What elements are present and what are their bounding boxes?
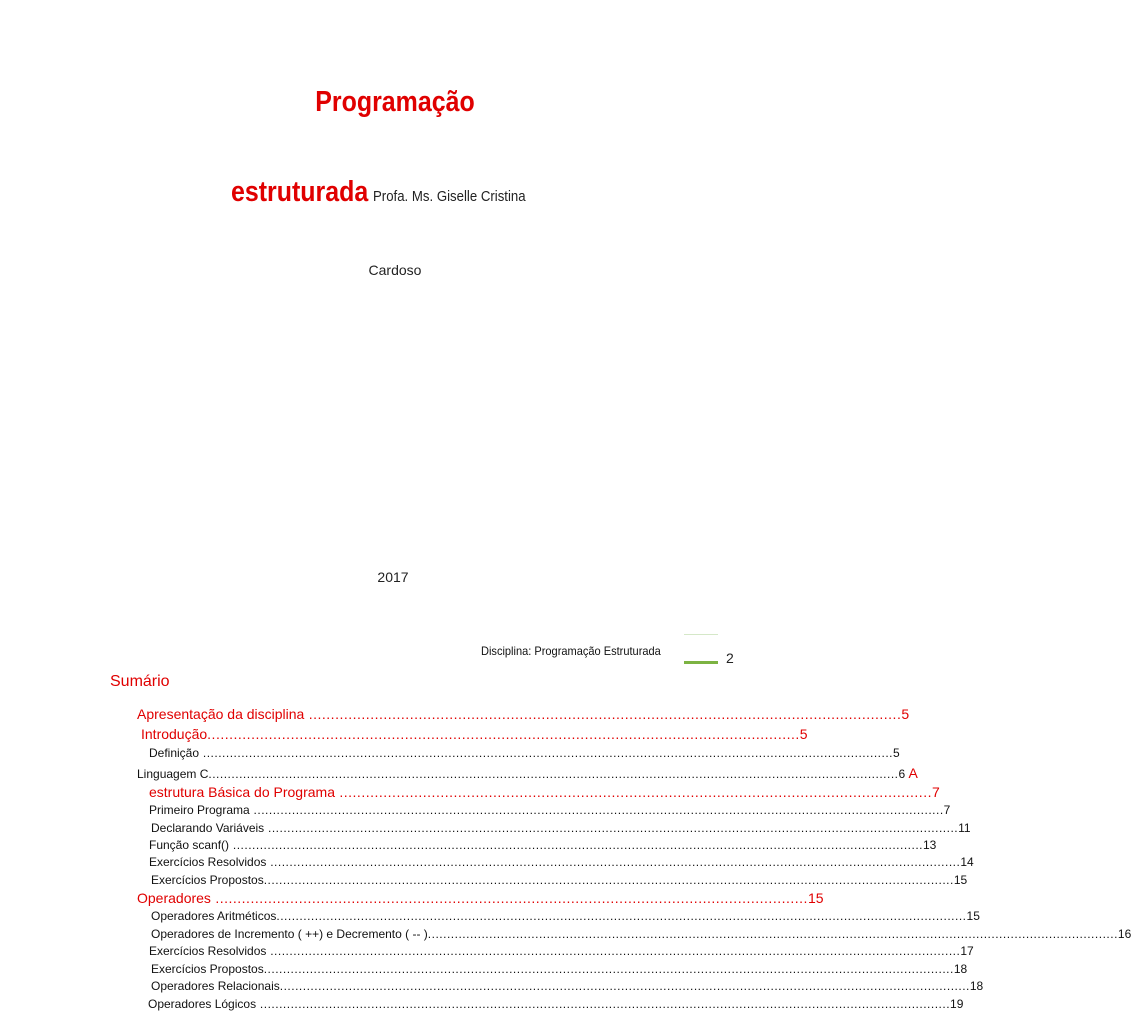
toc-entry-declarando-variaveis[interactable]: Declarando Variáveis .................................................................................................................................................................................... 11 xyxy=(151,821,971,835)
dot-leader: .................................................................................................................................................................................... xyxy=(427,927,1118,941)
dot-leader: .................................................................................................................................................................................... xyxy=(199,746,893,760)
dot-leader: .................................................................................................................................................................................... xyxy=(208,767,899,781)
toc-entry-exercicios-resolvidos-2[interactable]: Exercícios Resolvidos .................................................................................................................................................................................... 17 xyxy=(149,944,974,958)
dot-leader: .................................................................................................................................................................................... xyxy=(276,909,967,923)
toc-entry-operadores[interactable]: Operadores ....................................................................................................................................... 15 xyxy=(137,890,824,906)
running-header: Disciplina: Programação Estruturada xyxy=(481,644,661,658)
toc-entry-definicao[interactable]: Definição .................................................................................................................................................................................... 5 xyxy=(149,746,900,760)
dot-leader: .................................................................................................................................................................................... xyxy=(229,838,923,852)
toc-heading: Sumário xyxy=(110,673,170,690)
dot-leader: .................................................................................................................................................................................... xyxy=(264,821,959,835)
page-number: 2 xyxy=(726,650,734,666)
title-word-estruturada: estruturada xyxy=(231,176,369,208)
toc-entry-exercicios-propostos-2[interactable]: Exercícios Propostos .................................................................................................................................................................................... 18 xyxy=(151,962,968,976)
toc-entry-exercicios-propostos[interactable]: Exercícios Propostos .................................................................................................................................................................................... 15 xyxy=(151,873,968,887)
toc-entry-primeiro-programa[interactable]: Primeiro Programa .................................................................................................................................................................................... 7 xyxy=(149,803,951,817)
toc-entry-operadores-logicos[interactable]: Operadores Lógicos .................................................................................................................................................................................... 19 xyxy=(148,997,964,1011)
dot-leader: ....................................................................................................................................... xyxy=(334,784,932,800)
dot-leader: .................................................................................................................................................................................... xyxy=(266,944,961,958)
toc-entry-apresentacao[interactable]: Apresentação da disciplina ....................................................................................................................................... 5 xyxy=(137,706,910,722)
author-name: Profa. Ms. Giselle Cristina xyxy=(373,188,526,205)
toc-entry-funcao-scanf[interactable]: Função scanf() .................................................................................................................................................................................... 13 xyxy=(149,838,937,852)
title-line-1: Programação xyxy=(315,86,475,118)
dot-leader: .................................................................................................................................................................................... xyxy=(249,803,944,817)
toc-entry-operadores-aritmeticos[interactable]: Operadores Aritméticos .................................................................................................................................................................................... 15 xyxy=(151,909,980,923)
dot-leader: .................................................................................................................................................................................... xyxy=(263,962,954,976)
dot-leader: .................................................................................................................................................................................... xyxy=(279,979,970,993)
dot-leader: ....................................................................................................................................... xyxy=(207,726,800,742)
title-line-2 xyxy=(231,176,546,209)
header-accent-bar xyxy=(684,661,718,664)
dot-leader: ....................................................................................................................................... xyxy=(210,890,808,906)
header-divider-top xyxy=(684,634,718,635)
toc-entry-operadores-relacionais[interactable]: Operadores Relacionais .................................................................................................................................................................................... 18 xyxy=(151,979,984,993)
author-surname: Cardoso xyxy=(368,262,422,278)
toc-entry-incremento-decremento[interactable]: Operadores de Incremento ( ++) e Decremento ( -- ) .................................................................................................................................................................................... 16 xyxy=(151,927,1131,941)
dot-leader: ....................................................................................................................................... xyxy=(304,706,902,722)
toc-entry-introducao[interactable]: Introdução ....................................................................................................................................... 5 xyxy=(141,726,808,742)
dot-leader: .................................................................................................................................................................................... xyxy=(266,855,961,869)
cover-year: 2017 xyxy=(377,569,409,585)
toc-entry-estrutura-basica[interactable]: estrutura Básica do Programa ....................................................................................................................................... 7 xyxy=(149,784,940,800)
dot-leader: .................................................................................................................................................................................... xyxy=(256,997,951,1011)
toc-entry-exercicios-resolvidos[interactable]: Exercícios Resolvidos .................................................................................................................................................................................... 14 xyxy=(149,855,974,869)
toc-entry-linguagem-c[interactable]: Linguagem C .................................................................................................................................................................................... 6 A xyxy=(137,765,918,781)
dot-leader: .................................................................................................................................................................................... xyxy=(263,873,954,887)
